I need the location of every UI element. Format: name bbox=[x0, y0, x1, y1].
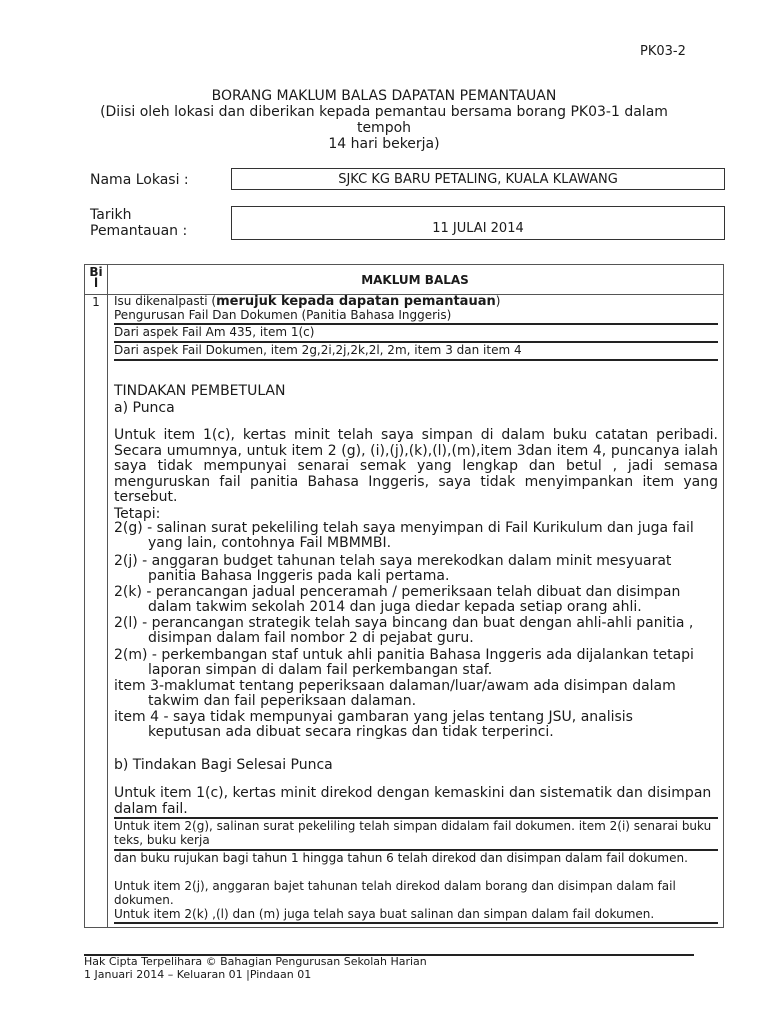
location-field[interactable]: SJKC KG BARU PETALING, KUALA KLAWANG bbox=[231, 168, 725, 190]
date-value: 11 JULAI 2014 bbox=[432, 221, 524, 236]
row-number: 1 bbox=[92, 295, 100, 309]
maklum-balas-header: MAKLUM BALAS bbox=[361, 273, 469, 287]
issue-prefix: Isu dikenalpasti ( bbox=[114, 294, 217, 308]
solution-paragraph: Untuk item 1(c), kertas minit direkod dengan kemaskini dan sistematik dan disimpan dalam fail. bbox=[114, 785, 712, 817]
cause-item bbox=[114, 585, 724, 615]
solution-line: Untuk item 2(j), anggaran bajet tahunan telah direkod dalam borang dan disimpan dalam fail dokumen. bbox=[114, 879, 676, 907]
date-field[interactable] bbox=[231, 206, 725, 240]
cause-item-line: laporan simpan di dalam fail perkembangan staf. bbox=[148, 662, 493, 678]
subtitle-line: (Diisi oleh lokasi dan diberikan kepada pemantau bersama borang PK03-1 dalam bbox=[100, 104, 668, 120]
cause-item-line: panitia Bahasa Inggeris pada kali pertama. bbox=[148, 568, 450, 584]
form-code: PK03-2 bbox=[640, 44, 686, 59]
underline bbox=[114, 922, 718, 924]
date-label-line: Pemantauan : bbox=[90, 223, 188, 239]
cause-item-line: disimpan dalam fail nombor 2 di pejabat guru. bbox=[148, 630, 474, 646]
subtitle-line: tempoh bbox=[356, 120, 412, 136]
bil-header bbox=[85, 267, 107, 289]
cause-item-line: 2(m) - perkembangan staf untuk ahli panitia Bahasa Inggeris ada dijalankan tetapi bbox=[114, 647, 694, 663]
cause-item bbox=[114, 521, 724, 551]
cause-item bbox=[114, 710, 724, 740]
bil-header-line: l bbox=[93, 276, 99, 290]
cause-item bbox=[114, 554, 724, 584]
form-subtitle bbox=[80, 104, 688, 152]
cause-item bbox=[114, 616, 724, 646]
form-title: BORANG MAKLUM BALAS DAPATAN PEMANTAUAN bbox=[211, 88, 557, 104]
solution-line: Untuk item 2(g), salinan surat pekeliling telah simpan didalam fail dokumen. item 2(i) senarai buku teks, buku kerja bbox=[114, 819, 712, 847]
cause-item-line: yang lain, contohnya Fail MBMMBI. bbox=[148, 535, 392, 551]
cause-item-line: takwim dan fail peperiksaan dalaman. bbox=[148, 693, 417, 709]
table-column-divider bbox=[107, 265, 108, 927]
sub-heading-b: b) Tindakan Bagi Selesai Punca bbox=[114, 757, 333, 773]
date-label bbox=[90, 207, 187, 239]
issue-aspect-1: Dari aspek Fail Am 435, item 1(c) bbox=[114, 325, 315, 339]
sub-heading-a: a) Punca bbox=[114, 400, 175, 416]
issue-topic: Pengurusan Fail Dan Dokumen (Panitia Bahasa Inggeris) bbox=[114, 308, 452, 322]
location-label: Nama Lokasi : bbox=[90, 172, 189, 188]
cause-item-line: dalam takwim sekolah 2014 dan juga diedar kepada setiap orang ahli. bbox=[148, 599, 642, 615]
cause-paragraph: Untuk item 1(c), kertas minit telah saya simpan di dalam buku catatan peribadi. Secara umumnya, untuk item 2 (g), (i),(j),(k),(l),(m),item 3dan item 4, puncanya ialah saya tidak mempunyai senarai semak yang lengkap dan betul , jadi semasa menguruskan fail panitia Bahasa Inggeris, saya tidak menyimpankan item yang tersebut. bbox=[114, 427, 718, 506]
issue-line bbox=[114, 294, 500, 309]
cause-item-line: keputusan ada dibuat secara ringkas dan tidak terperinci. bbox=[148, 724, 554, 740]
footer-edition: 1 Januari 2014 – Keluaran 01 |Pindaan 01 bbox=[84, 968, 312, 981]
underline bbox=[114, 359, 718, 361]
solution-line: dan buku rujukan bagi tahun 1 hingga tahun 6 telah direkod dan disimpan dalam fail dokumen. bbox=[114, 851, 688, 865]
footer bbox=[84, 955, 427, 981]
section-heading: TINDAKAN PEMBETULAN bbox=[114, 383, 286, 399]
issue-aspect-2: Dari aspek Fail Dokumen, item 2g,2i,2j,2k,2l, 2m, item 3 dan item 4 bbox=[114, 343, 522, 357]
date-label-line: Tarikh bbox=[90, 207, 132, 223]
bil-header-line: Bi bbox=[89, 265, 103, 279]
cause-item bbox=[114, 679, 724, 709]
cause-item-line: item 4 - saya tidak mempunyai gambaran yang jelas tentang JSU, analisis bbox=[114, 709, 633, 725]
cause-item-line: 2(j) - anggaran budget tahunan telah saya merekodkan dalam minit mesyuarat bbox=[114, 553, 672, 569]
cause-item-line: 2(g) - salinan surat pekeliling telah saya menyimpan di Fail Kurikulum dan juga fail bbox=[114, 520, 694, 536]
solution-line: Untuk item 2(k) ,(l) dan (m) juga telah saya buat salinan dan simpan dalam fail dokumen. bbox=[114, 907, 655, 921]
issue-suffix: ) bbox=[495, 294, 501, 308]
subtitle-line: 14 hari bekerja) bbox=[328, 136, 440, 152]
tetapi-label: Tetapi: bbox=[114, 506, 161, 522]
cause-item-line: 2(k) - perancangan jadual penceramah / pemeriksaan telah dibuat dan disimpan bbox=[114, 584, 681, 600]
issue-emphasis: merujuk kepada dapatan pemantauan bbox=[216, 294, 496, 309]
cause-item-line: 2(l) - perancangan strategik telah saya bincang dan buat dengan ahli-ahli panitia , bbox=[114, 615, 694, 631]
cause-item-line: item 3-maklumat tentang peperiksaan dalaman/luar/awam ada disimpan dalam bbox=[114, 678, 676, 694]
footer-copyright: Hak Cipta Terpelihara © Bahagian Pengurusan Sekolah Harian bbox=[84, 955, 427, 968]
cause-item bbox=[114, 648, 724, 678]
